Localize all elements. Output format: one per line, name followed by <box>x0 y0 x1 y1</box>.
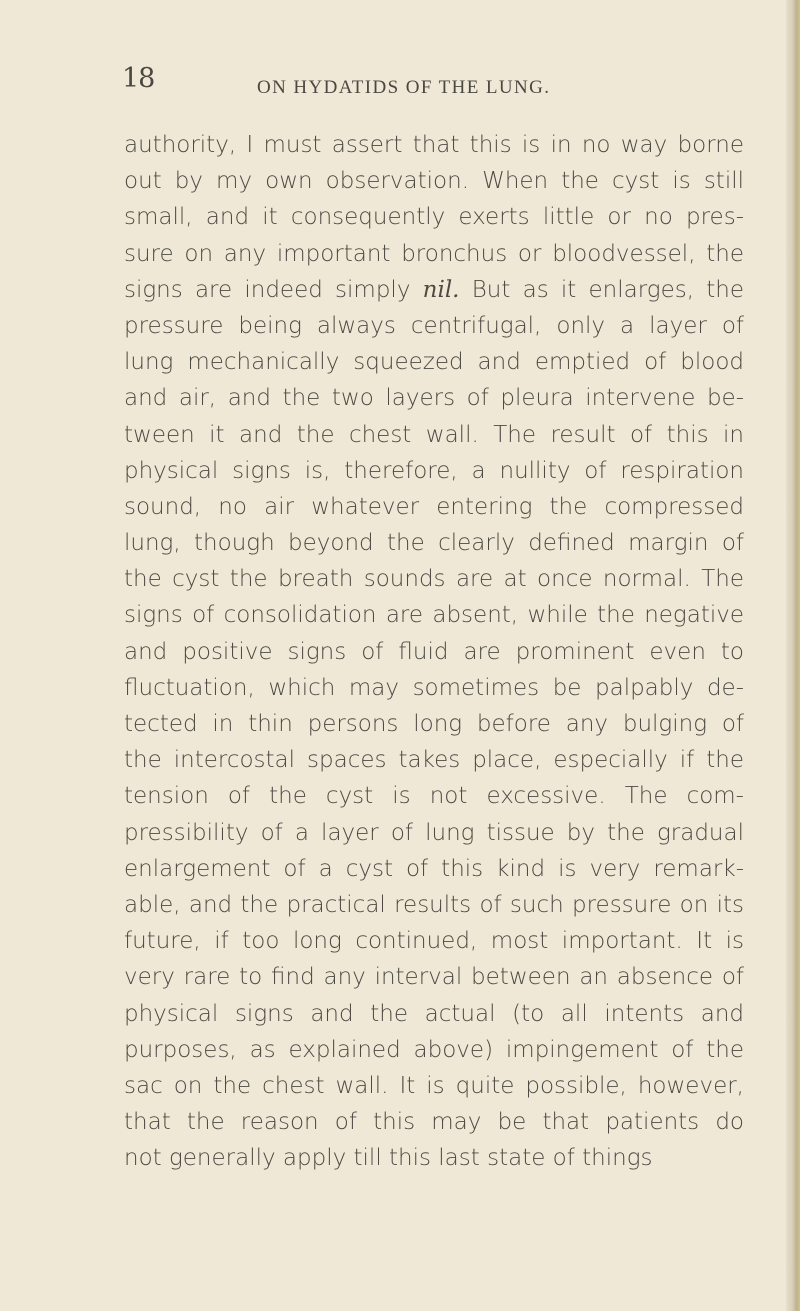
text-line: and positive signs of fluid are prominent even to <box>124 638 744 665</box>
text-line: the intercostal spaces takes place, especially if the <box>124 747 744 774</box>
text-line: tected in thin persons long before any bulging of <box>124 711 744 737</box>
text-line: sure on any important bronchus or bloodvessel, the <box>124 240 744 267</box>
text-line: purposes, as explained above) impingement of the <box>124 1036 744 1063</box>
text-line: lung, though beyond the clearly defined margin of <box>124 530 744 557</box>
page-edge <box>786 0 800 1311</box>
text-line: not generally apply till this last state of things <box>124 1145 653 1172</box>
text-run: signs are indeed simply <box>124 276 423 303</box>
text-line: small, and it consequently exerts little or no pres- <box>124 204 744 231</box>
text-line: signs of consolidation are absent, while the negative <box>124 602 744 629</box>
text-line: sac on the chest wall. It is quite possible, however, <box>124 1072 744 1099</box>
running-head-title: ON HYDATIDS OF THE LUNG. <box>257 77 551 98</box>
text-line: tween it and the chest wall. The result of this in <box>124 421 744 448</box>
text-line: sound, no air whatever entering the compressed <box>124 493 744 520</box>
text-line: able, and the practical results of such pressure on its <box>124 891 744 918</box>
text-line: physical signs is, therefore, a nullity of respiration <box>124 457 744 484</box>
text-line: enlargement of a cyst of this kind is very remark- <box>124 855 744 882</box>
text-line <box>124 272 744 308</box>
page-number: 18 <box>122 63 155 94</box>
text-line: very rare to find any interval between an absence of <box>124 964 744 991</box>
text-line: fluctuation, which may sometimes be palpably de- <box>124 674 744 701</box>
text-line: lung mechanically squeezed and emptied of blood <box>124 349 744 376</box>
text-line: future, if too long continued, most important. It is <box>124 928 744 955</box>
text-line: tension of the cyst is not excessive. The com- <box>124 783 744 810</box>
text-line: pressibility of a layer of lung tissue by the gradual <box>124 819 744 846</box>
text-line: physical signs and the actual (to all intents and <box>124 1000 744 1027</box>
text-run: But as it enlarges, the <box>459 276 744 303</box>
italic-term: nil. <box>422 276 460 303</box>
running-head <box>122 64 642 104</box>
text-line: and air, and the two layers of pleura intervene be- <box>124 385 744 412</box>
text-line: authority, I must assert that this is in no way borne <box>124 132 744 158</box>
body-paragraph <box>124 127 744 1176</box>
text-line: out by my own observation. When the cyst is still <box>124 168 744 195</box>
text-line: pressure being always centrifugal, only a layer of <box>124 312 744 339</box>
text-line: the cyst the breath sounds are at once normal. The <box>124 566 744 593</box>
text-line: that the reason of this may be that patients do <box>124 1109 744 1136</box>
